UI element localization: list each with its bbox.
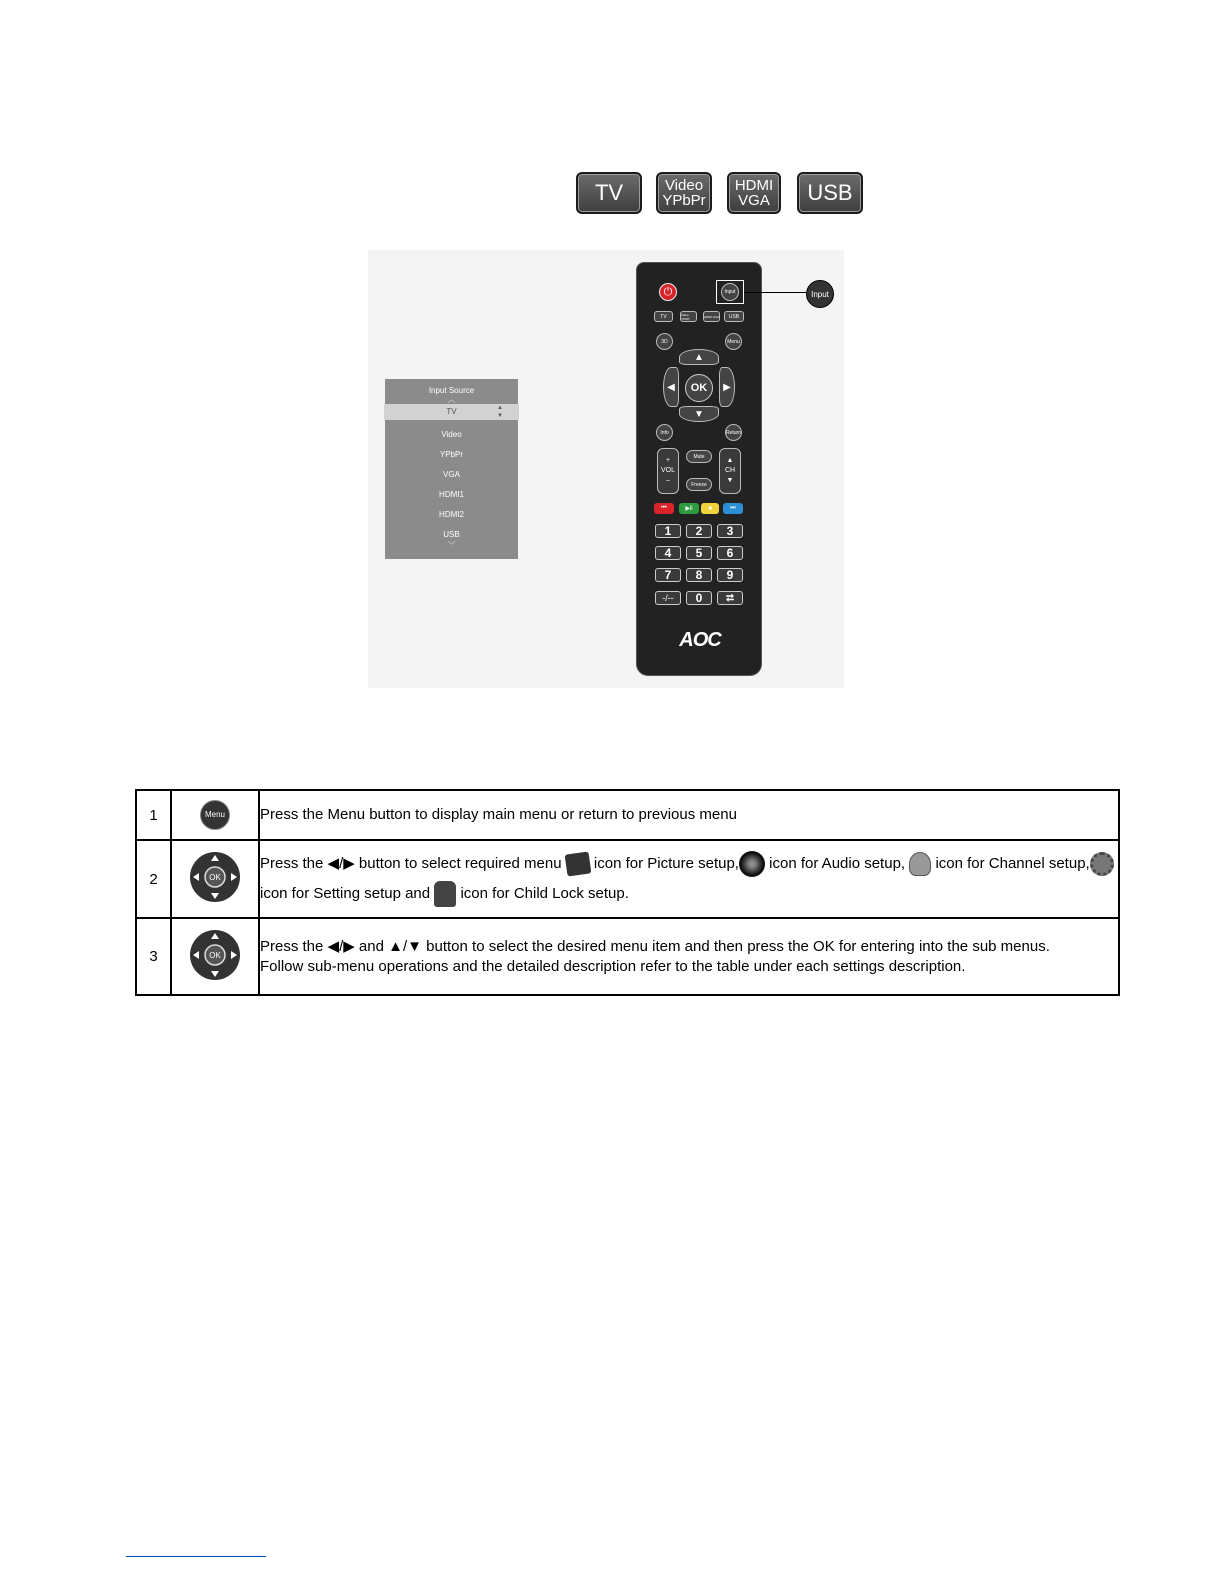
red-prev-button[interactable]: ⏮ (654, 503, 674, 514)
number-9-button[interactable] (717, 568, 743, 582)
dpad-icon (188, 850, 242, 904)
blue-next-button[interactable]: ⏭ (723, 503, 743, 514)
number-2-button[interactable] (686, 524, 712, 538)
vga-label: VGA (738, 192, 770, 209)
number-1-button[interactable] (655, 524, 681, 538)
3d-label: 3D (661, 338, 668, 345)
step3-line-2: Follow sub-menu operations and the detailed description refer to the table under each settings description. (260, 957, 966, 975)
remote-control (636, 262, 762, 676)
input-source-menu (385, 379, 518, 559)
audio-setup-icon (739, 851, 765, 877)
3d-button[interactable] (656, 333, 673, 350)
hdmi-vga-source-button[interactable] (727, 172, 781, 214)
steps-table (135, 789, 1120, 996)
menu-item[interactable]: YPbPr (439, 450, 464, 459)
recall-button[interactable] (717, 591, 743, 605)
chevron-up-icon[interactable]: ︿ (447, 395, 456, 404)
menu-icon-label: Menu (204, 810, 225, 819)
step2-text-3: icon for Audio setup, (769, 855, 906, 872)
yellow-stop-button[interactable]: ■ (701, 503, 719, 514)
vol-plus-icon: + (665, 457, 671, 464)
menu-selected-label: TV (446, 407, 457, 416)
dpad-up-button[interactable]: ▲ (679, 349, 719, 365)
ch-down-icon: ▼ (726, 477, 734, 484)
vol-label: VOL (660, 467, 675, 474)
hdmi-label: HDMI (734, 177, 774, 194)
dpad-right-button[interactable]: ▶ (719, 367, 735, 407)
footnote-separator (126, 1556, 266, 1557)
dpad-icon-cell (171, 840, 259, 918)
number-8-button[interactable] (686, 568, 712, 582)
aoc-logo (637, 625, 763, 655)
table-row (136, 918, 1119, 995)
menu-button-icon (200, 800, 230, 830)
input-button-label: Input (724, 289, 736, 295)
chevron-down-icon[interactable]: ﹀ (447, 541, 456, 550)
table-row (136, 790, 1119, 840)
number-label: 1 (664, 524, 672, 538)
number-3-button[interactable] (717, 524, 743, 538)
number-label: 5 (695, 546, 703, 560)
number-0-button[interactable] (686, 591, 712, 605)
number-label: 9 (726, 568, 734, 582)
menu-item[interactable]: HDMI1 (439, 490, 464, 499)
svg-text:OK: OK (209, 873, 221, 882)
number-label: 4 (664, 546, 672, 560)
picture-setup-icon (564, 851, 591, 876)
return-label: Return (726, 429, 742, 436)
menu-title: Input Source (428, 386, 475, 395)
step2-text-4: icon for Channel setup, (935, 855, 1090, 872)
number-6-button[interactable] (717, 546, 743, 560)
menu-label: Menu (727, 338, 740, 345)
brand-label: AOC (679, 628, 721, 651)
step-description: Press the Menu button to display main menu or return to previous menu (259, 790, 1119, 840)
info-label: Info (660, 429, 669, 436)
video-label: Video (664, 177, 704, 194)
callout-line (744, 292, 806, 293)
usb-source-label: USB (807, 180, 853, 205)
menu-item[interactable]: USB (443, 530, 460, 539)
menu-item[interactable]: HDMI2 (439, 510, 464, 519)
vol-minus-icon: – (666, 477, 670, 484)
number-5-button[interactable] (686, 546, 712, 560)
step2-text-2: icon for Picture setup, (593, 855, 739, 872)
number-label: 0 (695, 591, 703, 605)
menu-icon-cell (171, 790, 259, 840)
menu-item[interactable]: Video (441, 430, 462, 439)
number-label: 3 (726, 524, 734, 538)
dpad-icon-cell (171, 918, 259, 995)
menu-selected-item[interactable] (384, 404, 519, 420)
dpad-icon (188, 928, 242, 982)
remote-hdmi-button[interactable] (703, 311, 720, 322)
power-button[interactable]: ⏻ (659, 283, 677, 301)
channel-rocker[interactable] (719, 448, 741, 494)
dpad-down-button[interactable]: ▼ (679, 406, 719, 422)
ch-label: CH (724, 467, 736, 474)
remote-video-label: Video YPbPr (681, 312, 690, 321)
number-label: 8 (695, 568, 703, 582)
arrow-down-icon: ▼ (497, 413, 503, 419)
remote-tv-label: TV (660, 313, 667, 320)
freeze-button[interactable] (686, 478, 712, 491)
svg-text:OK: OK (209, 950, 221, 960)
step2-text-5: icon for Setting setup and (260, 885, 431, 902)
step2-text-6: icon for Child Lock setup. (460, 885, 629, 902)
dash-button[interactable] (655, 591, 681, 605)
mute-label: Mute (693, 453, 705, 460)
remote-hdmi-label: HDMI VGA (704, 314, 719, 319)
volume-rocker[interactable] (657, 448, 679, 494)
step2-text-1: Press the ◀/▶ button to select required menu (260, 855, 562, 872)
dash-label: -/-- (662, 593, 674, 603)
usb-source-button[interactable] (797, 172, 863, 214)
recall-icon: ⮂ (726, 592, 734, 604)
remote-usb-button[interactable] (724, 311, 744, 322)
step-number: 3 (136, 918, 171, 995)
step-description (259, 840, 1119, 918)
step-number: 1 (136, 790, 171, 840)
mute-button[interactable] (686, 450, 712, 463)
ok-label: OK (690, 382, 708, 394)
number-label: 2 (695, 524, 703, 538)
tv-source-label: TV (594, 180, 624, 205)
remote-usb-label: USB (728, 313, 740, 320)
step-number: 2 (136, 840, 171, 918)
input-callout (806, 280, 834, 308)
ok-button[interactable] (685, 374, 713, 402)
arrow-up-icon: ▲ (497, 405, 503, 411)
menu-item[interactable]: VGA (443, 470, 460, 479)
input-highlight-box (716, 280, 744, 304)
remote-video-button[interactable] (680, 311, 697, 322)
channel-setup-icon (909, 852, 931, 876)
ypbpr-label: YPbPr (662, 192, 706, 209)
remote-tv-button[interactable] (654, 311, 673, 322)
number-label: 7 (664, 568, 672, 582)
number-7-button[interactable] (655, 568, 681, 582)
step3-line-1: Press the ◀/▶ and ▲/▼ button to select the desired menu item and then press the OK for entering into the sub menus. (260, 937, 1050, 955)
green-play-pause-button[interactable]: ▶ll (679, 503, 699, 514)
table-row (136, 840, 1119, 918)
number-label: 6 (726, 546, 734, 560)
return-button[interactable] (725, 424, 742, 441)
ch-up-icon: ▲ (726, 457, 734, 464)
dpad-left-button[interactable]: ◀ (663, 367, 679, 407)
menu-button[interactable] (725, 333, 742, 350)
child-lock-icon (434, 881, 456, 907)
step-description (259, 918, 1119, 995)
info-button[interactable] (656, 424, 673, 441)
number-4-button[interactable] (655, 546, 681, 560)
setting-setup-icon (1090, 852, 1114, 876)
freeze-label: Freeze (691, 481, 707, 488)
tv-source-button[interactable] (576, 172, 642, 214)
video-ypbpr-source-button[interactable] (656, 172, 712, 214)
callout-label: Input (811, 289, 829, 299)
